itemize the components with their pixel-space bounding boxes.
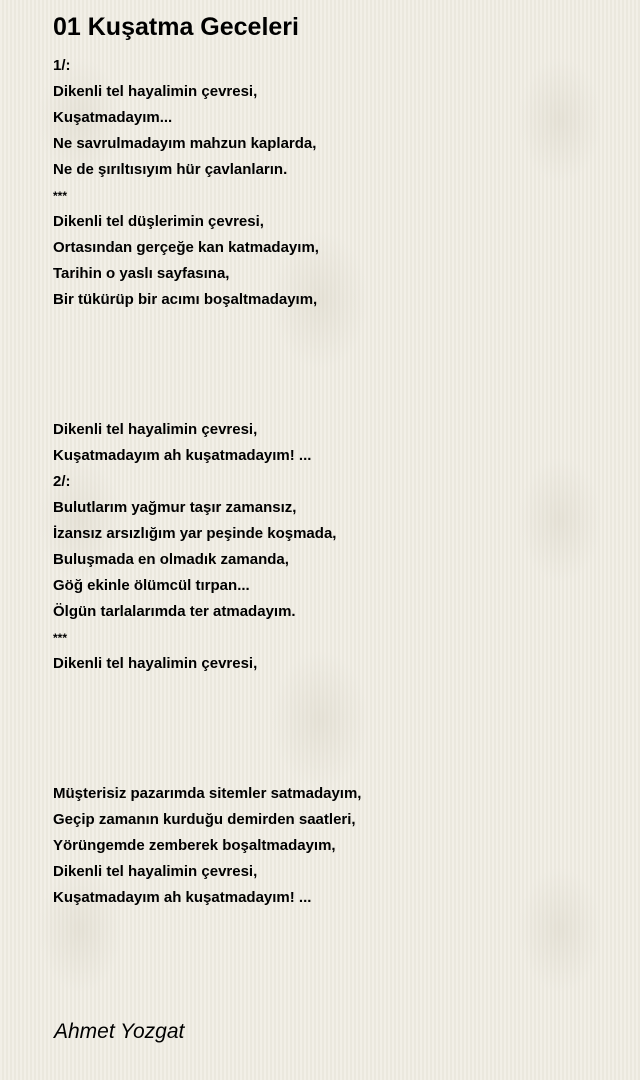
poem-line: 2/: <box>53 473 71 490</box>
blank-line <box>53 729 613 755</box>
poem-line: Geçip zamanın kurduğu demirden saatleri, <box>53 811 356 828</box>
blank-line <box>53 339 613 365</box>
poem-line: Ne savrulmadayım mahzun kaplarda, <box>53 135 317 152</box>
stanza-separator: *** <box>53 189 68 203</box>
poem-line: Dikenli tel hayalimin çevresi, <box>53 655 258 672</box>
blank-line <box>53 313 613 339</box>
blank-line <box>53 703 613 729</box>
poem-line: Yörüngemde zemberek boşaltmadayım, <box>53 837 336 854</box>
poem-line: Ölgün tarlalarımda ter atmadayım. <box>53 603 296 620</box>
poem-line: 1/: <box>53 57 71 74</box>
blank-line <box>53 755 613 781</box>
poem-line: Bir tükürüp bir acımı boşaltmadayım, <box>53 291 318 308</box>
poem-line: Kuşatmadayım... <box>53 109 173 126</box>
poem-line: Kuşatmadayım ah kuşatmadayım! ... <box>53 447 312 464</box>
poem-line: Bulutlarım yağmur taşır zamansız, <box>53 499 297 516</box>
poem-line: Dikenli tel hayalimin çevresi, <box>53 83 258 100</box>
poem-line: İzansız arsızlığım yar peşinde koşmada, <box>53 525 337 542</box>
blank-line <box>53 365 613 391</box>
poem-line: Buluşmada en olmadık zamanda, <box>53 551 289 568</box>
poem-line: Ortasından gerçeğe kan katmadayım, <box>53 239 319 256</box>
poem-line: Dikenli tel düşlerimin çevresi, <box>53 213 264 230</box>
author-signature: Ahmet Yozgat <box>54 1020 185 1043</box>
poem-line: Ne de şırıltısıyım hür çavlanların. <box>53 161 288 178</box>
poem-title: 01 Kuşatma Geceleri <box>53 13 299 41</box>
poem-line: Müşterisiz pazarımda sitemler satmadayım, <box>53 785 362 802</box>
poem-line: Dikenli tel hayalimin çevresi, <box>53 421 258 438</box>
poem-line: Tarihin o yaslı sayfasına, <box>53 265 230 282</box>
poem-line: Göğ ekinle ölümcül tırpan... <box>53 577 250 594</box>
poem-line: Kuşatmadayım ah kuşatmadayım! ... <box>53 889 312 906</box>
stanza-separator: *** <box>53 631 68 645</box>
poem-line: Dikenli tel hayalimin çevresi, <box>53 863 258 880</box>
blank-line <box>53 391 613 417</box>
blank-line <box>53 677 613 703</box>
poem-body <box>53 53 613 911</box>
